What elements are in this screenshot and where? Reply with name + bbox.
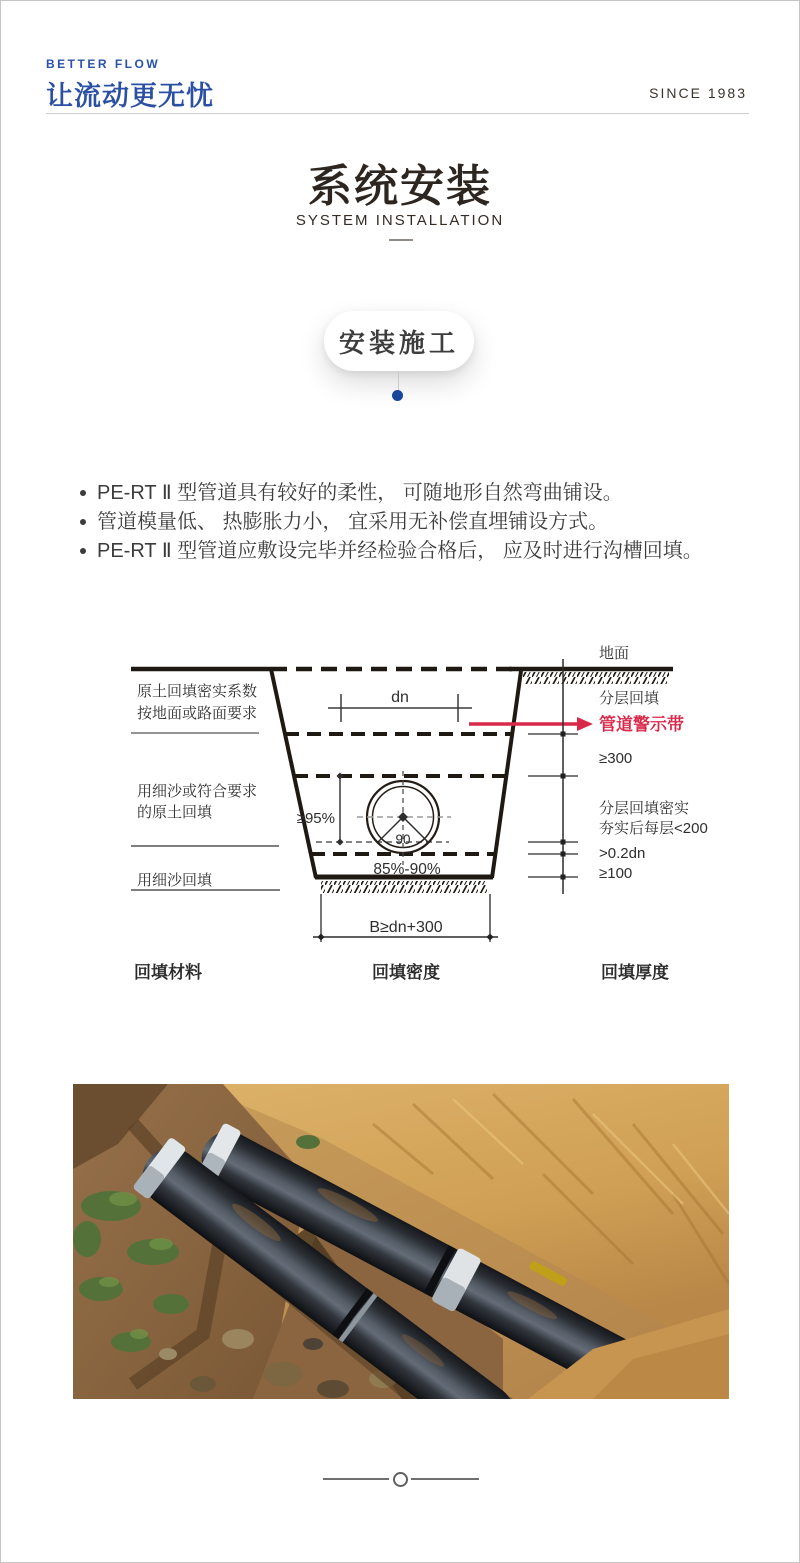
page-subtitle: SYSTEM INSTALLATION [295, 212, 505, 229]
label-warning-tape: 管道警示带 [599, 715, 684, 734]
trench-cross-section-diagram [1, 621, 800, 1001]
list-item: 管道模量低、 热膨胀力小， 宜采用无补偿直埋铺设方式。 [79, 508, 739, 537]
label-bedding-angle: 90 [395, 832, 411, 847]
label-compaction-85-90: 85%-90% [373, 861, 441, 878]
title-divider [389, 239, 413, 241]
label-left-bottom: 用细沙回填 [137, 872, 213, 889]
brand-tagline: BETTER FLOW [46, 57, 161, 71]
section-badge: 安装施工 [324, 311, 474, 371]
label-ground: 地面 [599, 645, 630, 662]
footer-divider-circle [393, 1472, 408, 1487]
label-ge100: ≥100 [599, 865, 633, 882]
label-left-top-2: 按地面或路面要求 [137, 705, 258, 722]
footer-divider-right [411, 1478, 479, 1480]
badge-dot [392, 390, 403, 401]
since-label: SINCE 1983 [649, 85, 747, 101]
label-bottom-width: B≥dn+300 [369, 919, 443, 936]
list-item: PE-RT Ⅱ 型管道应敷设完毕并经检验合格后， 应及时进行沟槽回填。 [79, 537, 739, 566]
header-divider [46, 113, 749, 114]
pipes-in-trench-photo [73, 1084, 729, 1399]
brand-wordmark: 让流动更无忧 [46, 81, 214, 111]
bedding-hatch [321, 881, 487, 893]
label-layered-dense-2: 夯实后每层<200 [599, 820, 708, 837]
badge-stem-line [398, 371, 399, 391]
label-compaction-95: ≥95% [296, 810, 335, 827]
label-layered-dense-1: 分层回填密实 [599, 800, 690, 817]
caption-backfill-density: 回填密度 [372, 963, 440, 982]
label-layered-backfill: 分层回填 [599, 690, 660, 707]
caption-backfill-material: 回填材料 [134, 963, 202, 982]
page-title: 系统安装 [308, 162, 492, 211]
feature-list [79, 479, 739, 566]
label-left-top-1: 原土回填密实系数 [137, 683, 258, 700]
ground-hatch [523, 672, 669, 684]
footer-divider-left [323, 1478, 389, 1480]
label-gt02dn: >0.2dn [599, 845, 646, 862]
label-left-mid-2: 的原土回填 [137, 804, 213, 821]
brand-logo [46, 57, 214, 113]
caption-backfill-thickness: 回填厚度 [601, 963, 669, 982]
label-ge300: ≥300 [599, 750, 633, 767]
list-item: PE-RT Ⅱ 型管道具有较好的柔性， 可随地形自然弯曲铺设。 [79, 479, 739, 508]
label-left-mid-1: 用细沙或符合要求 [137, 783, 258, 800]
label-dn: dn [391, 689, 409, 706]
